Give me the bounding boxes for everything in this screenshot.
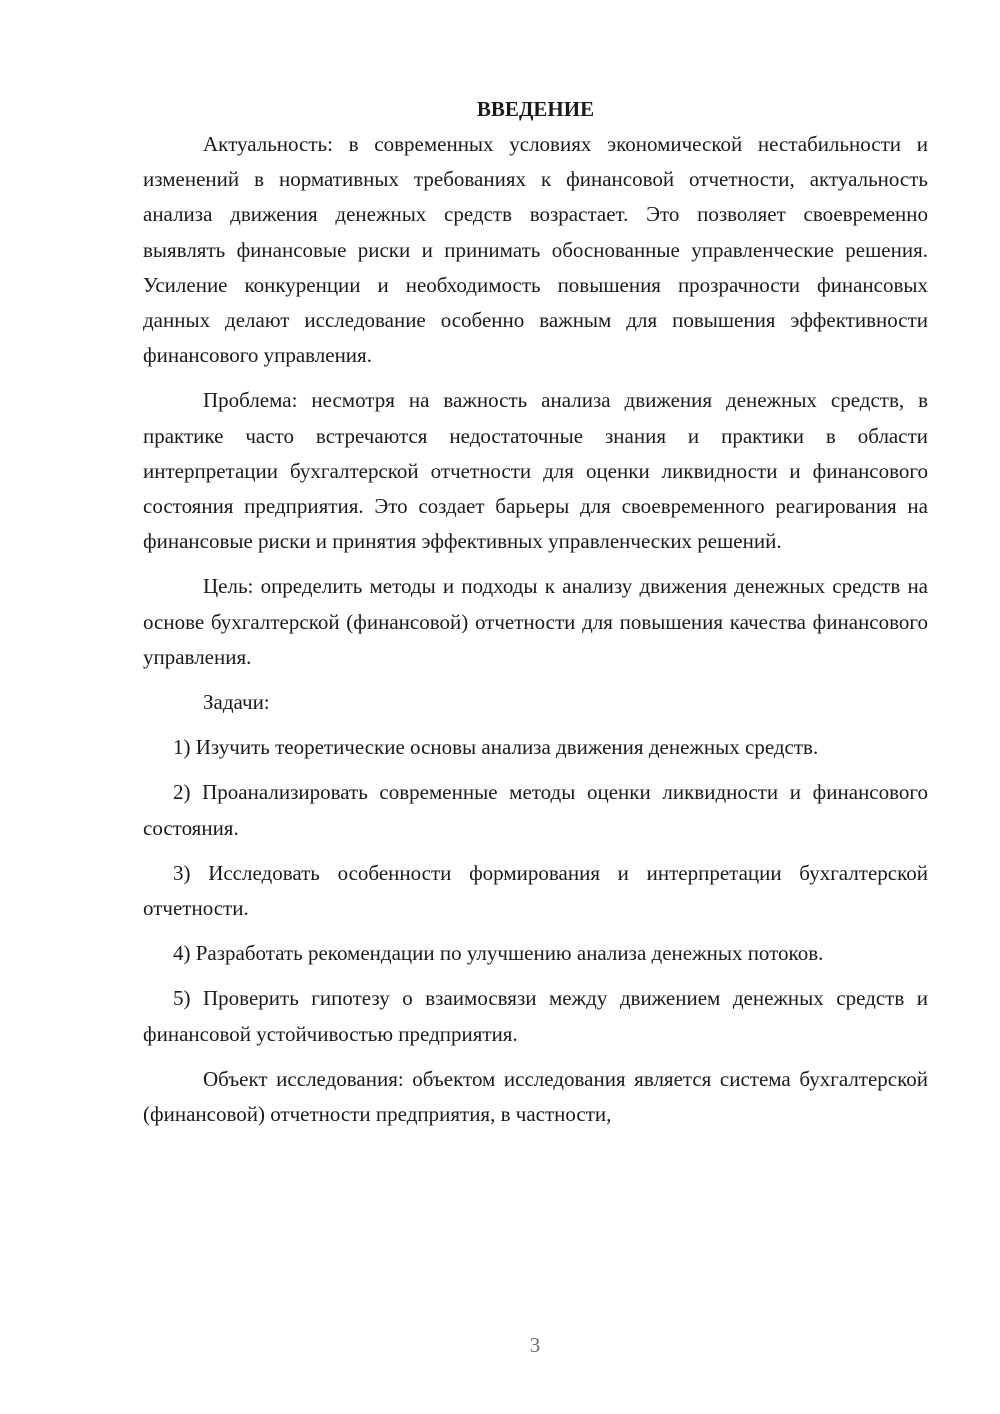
tasks-heading: Задачи: [203, 690, 270, 715]
goal-paragraph: Цель: определить методы и подходы к анализу движения денежных средств на основе бухгалтерской (финансовой) отчетности для повышения качества финансового управления. [143, 574, 928, 669]
task-item-2: 2) Проанализировать современные методы оценки ликвидности и финансового состояния. [143, 780, 928, 840]
task-item-1: 1) Изучить теоретические основы анализа движения денежных средств. [173, 735, 819, 760]
object-paragraph: Объект исследования: объектом исследования является система бухгалтерской (финансовой) отчетности предприятия, в частности, [143, 1066, 928, 1127]
relevance-paragraph: Актуальность: в современных условиях экономической нестабильности и изменений в нормативных требованиях к финансовой отчетности, актуальность анализа движения денежных средств возрастает. Это позволяет своевременно выявлять финансовые риски и принимать обоснованные управленческие решения. Усиление конкуренции и необходимость повышения прозрачности финансовых данных делают исследование особенно важным для повышения эффективности финансового управления. [143, 132, 928, 368]
problem-paragraph: Проблема: несмотря на важность анализа движения денежных средств, в практике часто встречаются недостаточные знания и практики в области интерпретации бухгалтерской отчетности для оценки ликвидности и финансового состояния предприятия. Это создает барьеры для своевременного реагирования на финансовые риски и принятия эффективных управленческих решений. [143, 388, 928, 554]
page-number: 3 [529, 1333, 541, 1357]
section-title: ВВЕДЕНИЕ [476, 97, 595, 121]
task-item-4: 4) Разработать рекомендации по улучшению анализа денежных потоков. [173, 941, 824, 966]
document-page [143, 92, 928, 1132]
task-item-5: 5) Проверить гипотезу о взаимосвязи между движением денежных средств и финансовой устойчивостью предприятия. [143, 986, 928, 1046]
task-item-3: 3) Исследовать особенности формирования и интерпретации бухгалтерской отчетности. [143, 860, 928, 921]
